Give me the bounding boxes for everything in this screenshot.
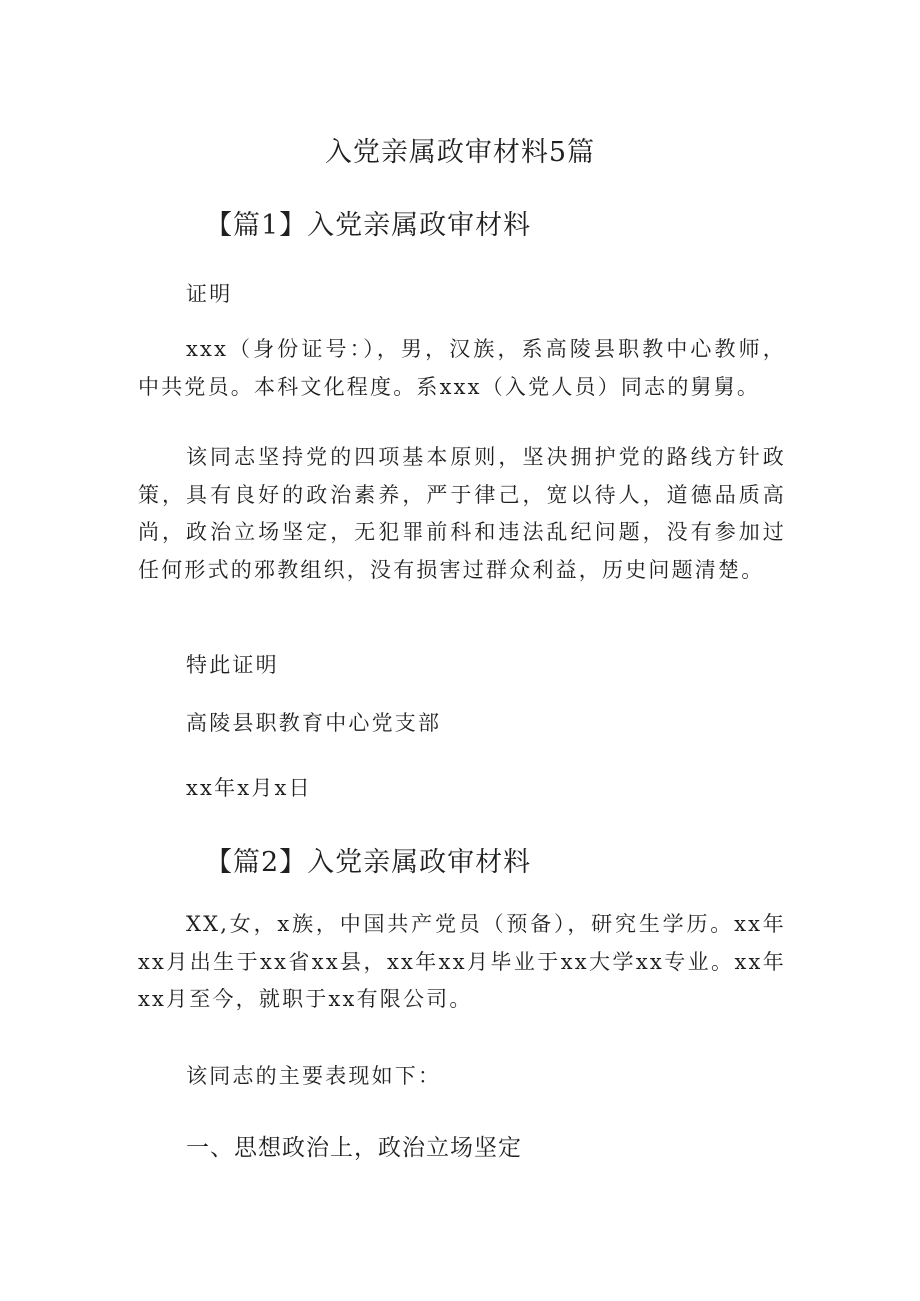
section-1-paragraph-2: 该同志坚持党的四项基本原则，坚决拥护党的路线方针政策，具有良好的政治素养，严于律己，宽以待人，道德品质高尚，政治立场坚定，无犯罪前科和违法乱纪问题，没有参加过任何形式的邪教组织，没有损害过群众利益，历史问题清楚。 (138, 445, 786, 582)
section-1-heading: 【篇1】入党亲属政审材料 (205, 210, 532, 241)
section-2-heading: 【篇2】入党亲属政审材料 (205, 847, 532, 878)
section-1-date: xx年x月x日 (186, 776, 312, 800)
section-1-closing: 特此证明 (186, 653, 279, 677)
section-2-subheading: 一、思想政治上，政治立场坚定 (186, 1135, 522, 1161)
section-1-signature: 高陵县职教育中心党支部 (186, 711, 442, 735)
section-1-paragraph-1: xxx（身份证号：），男，汉族，系高陵县职教中心教师，中共党员。本科文化程度。系xxx（入党人员）同志的舅舅。 (138, 337, 786, 399)
section-1-label: 证明 (186, 282, 233, 306)
document-title: 入党亲属政审材料5篇 (324, 137, 596, 168)
section-2-paragraph-2: 该同志的主要表现如下： (186, 1064, 442, 1088)
section-2-paragraph-1: XX,女，x族，中国共产党员（预备），研究生学历。xx年xx月出生于xx省xx县，xx年xx月毕业于xx大学xx专业。xx年xx月至今，就职于xx有限公司。 (138, 912, 786, 1011)
